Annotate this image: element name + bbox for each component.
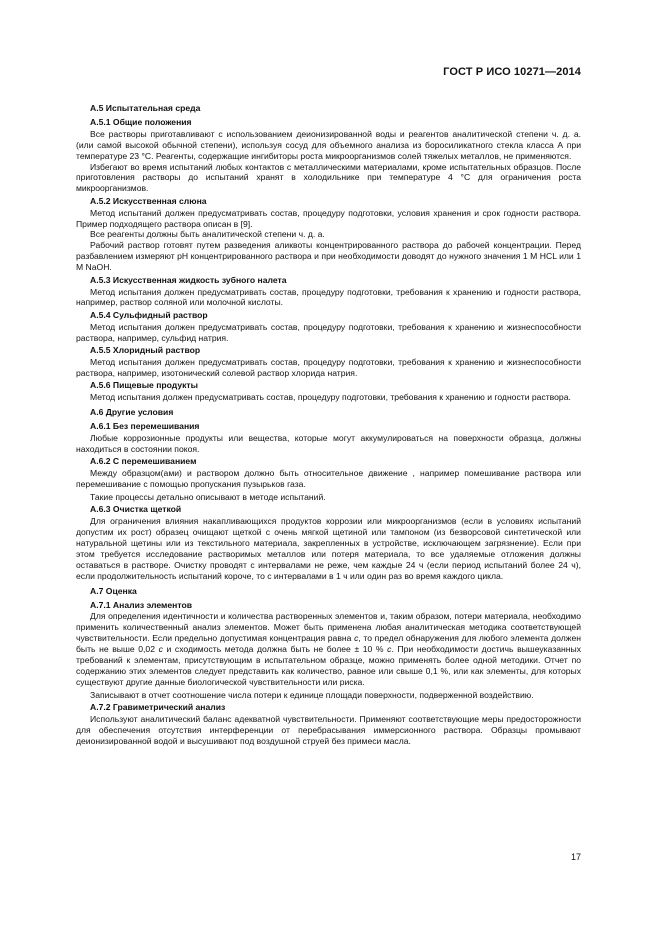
- text-run: и сходимость метода должна быть не более ± 10 %: [162, 644, 388, 655]
- paragraph: Между образцом(ами) и раствором должно быть относительное движение , например помешивание раствора или перемешивание с помощью пропускания пузырьков газа.: [76, 468, 581, 489]
- paragraph: Такие процессы детально описывают в методе испытаний.: [90, 491, 326, 502]
- subsection-heading-a55: А.5.5 Хлоридный раствор: [90, 345, 201, 356]
- paragraph: Избегают во время испытаний любых контактов с металлическими материалами, кроме испытательных образцов. После приготовления растворы до испытаний хранят в холодильнике при температуре 4 °С для ограничения роста микроорганизмов.: [76, 161, 581, 194]
- subsection-heading-a52: А.5.2 Искусственная слюна: [90, 195, 207, 206]
- paragraph: Метод испытаний должен предусматривать состав, процедуру подготовки, условия хранения и срок годности раствора. Пример подходящего раствора описан в [9].: [76, 207, 581, 229]
- variable-c: с: [387, 644, 392, 655]
- standard-designation: ГОСТ Р ИСО 10271—2014: [443, 66, 581, 78]
- section-heading-a6: А.6 Другие условия: [90, 407, 174, 418]
- variable-c: с: [158, 644, 163, 655]
- paragraph: Рабочий раствор готовят путем разведения аликвоты концентрированного раствора до рабочей концентрации. Перед разбавлением измеряют pH концентрированного раствора и при необходимости доводят до нужного значения 1 М HCL или 1 М NaOH.: [76, 240, 581, 273]
- subsection-heading-a56: А.5.6 Пищевые продукты: [90, 380, 198, 391]
- paragraph: Метод испытания должен предусматривать состав, процедуру подготовки, требования к хранению и жизнеспособности раствора, например, сульфид натрия.: [76, 321, 581, 343]
- paragraph: Все реагенты должны быть аналитической степени ч. д. а.: [90, 229, 325, 240]
- subsection-heading-a63: А.6.3 Очистка щеткой: [90, 504, 182, 515]
- text-run: . При необходимости достичь вышеуказанных требований к элементам, присутствующим в испытательном образце, можно применять более одной методики. Отчет по содержанию этих элементов следует представить как количество, равное или свыше 0,1 %, или как элементы, для которых существуют другие данные биологической чувствительности или риска.: [76, 644, 581, 687]
- subsection-heading-a54: А.5.4 Сульфидный раствор: [90, 309, 208, 320]
- variable-c: с: [354, 633, 359, 644]
- subsection-heading-a53: А.5.3 Искусственная жидкость зубного налета: [90, 274, 287, 285]
- paragraph: Все растворы приготавливают с использованием деионизированной воды и реагентов аналитической степени ч. д. а. (или самой высокой обычной степени), используя сосуд для объемного анализа из боросиликатного стекла класса А при температуре 23 °С. Реагенты, содержащие ингибиторы роста микроорганизмов солей тяжелых металлов, не применяются.: [76, 128, 581, 161]
- paragraph: [76, 611, 581, 687]
- section-heading-a7: А.7 Оценка: [90, 585, 137, 596]
- document-body: [76, 99, 581, 747]
- paragraph: Любые коррозионные продукты или вещества, которые могут аккумулироваться на поверхности образца, должны находиться в состоянии покоя.: [76, 432, 581, 454]
- paragraph: Метод испытания должен предусматривать состав, процедуру подготовки, требования к хранению и годности раствора.: [90, 392, 571, 403]
- subsection-heading-a61: А.6.1 Без перемешивания: [90, 420, 200, 431]
- text-run: Для определения идентичности и количества растворенных элементов и, таким образом, потери материала, необходимо применить количественный анализ элементов. Может быть применена любая аналитическая методика соответствующей чувствительности. Если предельно допустимая концентрация равна: [76, 611, 581, 644]
- subsection-heading-a71: А.7.1 Анализ элементов: [90, 599, 193, 610]
- paragraph: Метод испытания должен предусматривать состав, процедуру подготовки, требования к хранению и годности раствора, например, раствор соляной или молочной кислоты.: [76, 286, 581, 308]
- text-run: , то предел обнаружения для любого элемента должен быть не выше 0,02: [76, 633, 581, 655]
- page-number: 17: [570, 852, 581, 862]
- paragraph: Используют аналитический баланс адекватной чувствительности. Применяют соответствующие меры предосторожности для обеспечения отсутствия интерференции от перебрасывания иммерсионного раствора. Образцы промывают деионизированной водой и высушивают под воздушной струей без примеси масла.: [76, 714, 581, 746]
- paragraph: Для ограничения влияния накапливающихся продуктов коррозии или микроорганизмов (если в условиях испытаний допустим их рост) образец очищают щеткой с очень мягкой щетиной или тампоном (из безворсовой синтетической или натуральной щетины или из текстильного материала, закрепленных в устройстве, исключающем загрязнение). Если при этом требуется исследование растворимых металлов или потеря материала, то все удаляемые отложения должны оставаться в растворе. Очистку проводят с интервалами не реже, чем каждые 24 ч (если период испытаний более 24 ч), если продолжительность испытаний короче, то с интервалами в 1 ч или один раз во время каждого цикла.: [76, 516, 581, 581]
- section-heading-a5: А.5 Испытательная среда: [90, 103, 201, 113]
- paragraph: Записывают в отчет соотношение числа потери к единице площади поверхности, подверженной воздействию.: [90, 689, 534, 700]
- subsection-heading-a62: А.6.2 С перемешиванием: [90, 456, 197, 467]
- subsection-heading-a72: А.7.2 Гравиметрический анализ: [90, 702, 226, 713]
- paragraph: Метод испытания должен предусматривать состав, процедуру подготовки, требования к хранению и жизнеспособности раствора, например, изотонический солевой раствор хлорида натрия.: [76, 356, 581, 378]
- subsection-heading-a51: А.5.1 Общие положения: [90, 116, 192, 127]
